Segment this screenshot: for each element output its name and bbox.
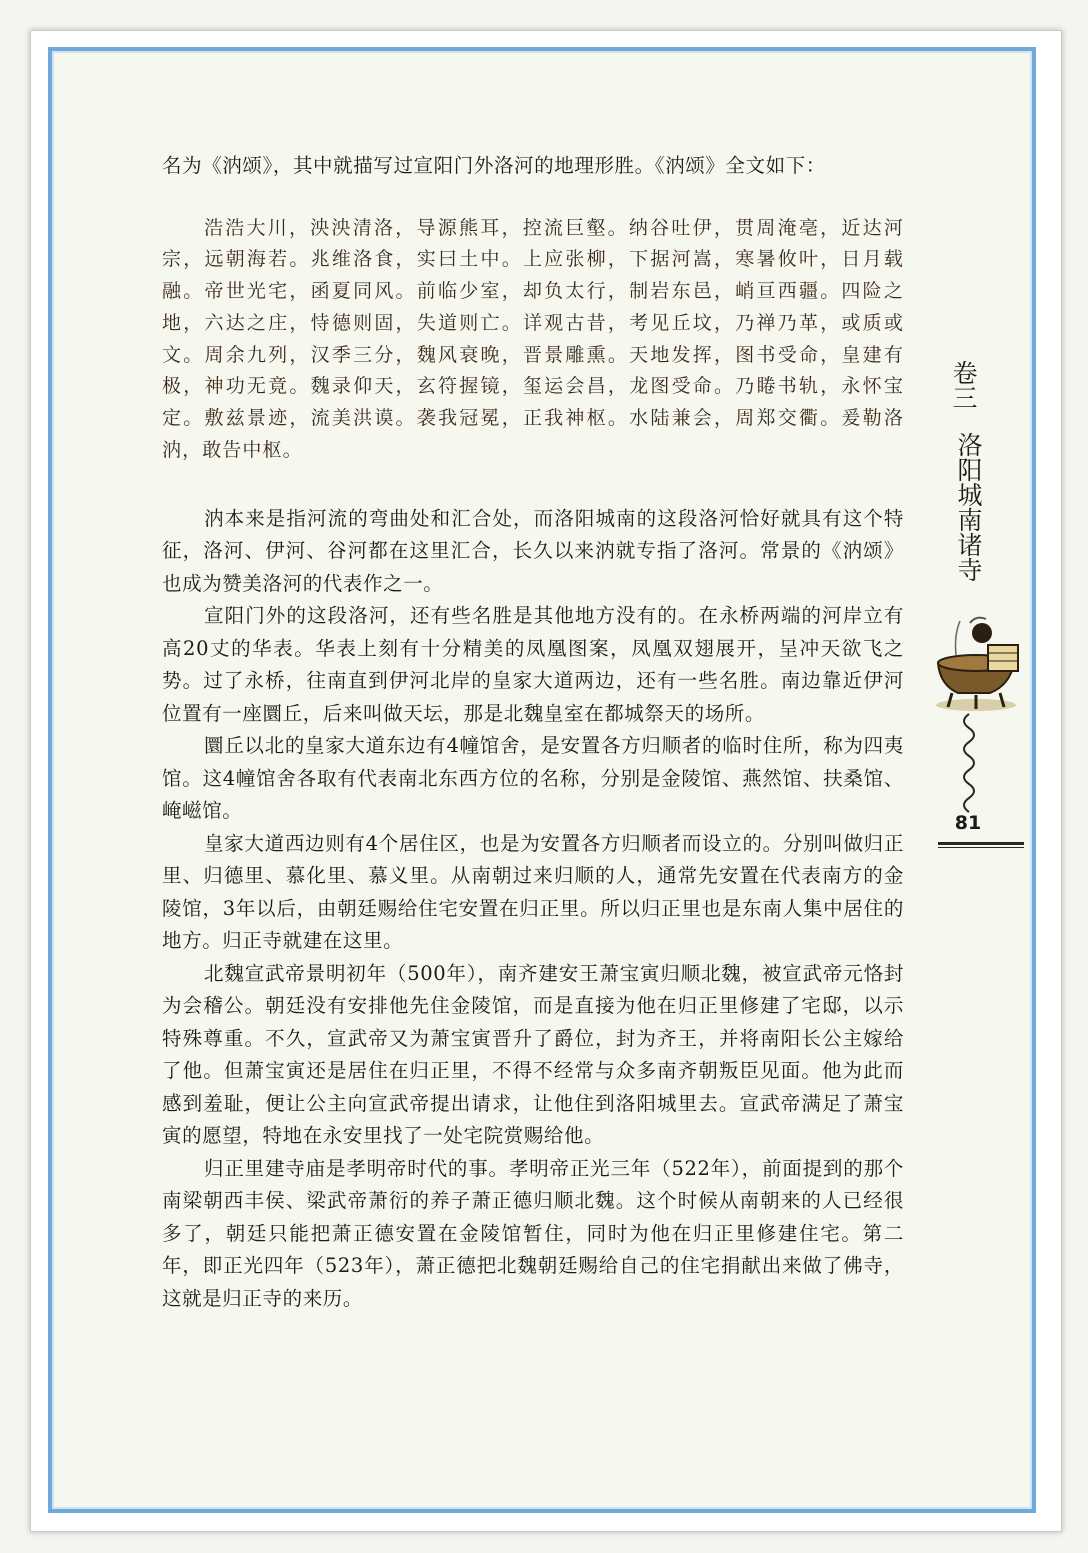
- intro-line: 名为《汭颂》，其中就描写过宣阳门外洛河的地理形胜。《汭颂》全文如下：: [162, 154, 826, 177]
- incense-burner-illustration: [930, 615, 1022, 715]
- page-number-rule: [938, 842, 1024, 845]
- chapter-title: 洛阳城南诸寺: [954, 432, 983, 582]
- paragraph-1: 汭本来是指河流的弯曲处和汇合处，而洛阳城南的这段洛河恰好就具有这个特征，洛河、伊河、谷河都在这里汇合，长久以来汭就专指了洛河。常景的《汭颂》也成为赞美洛河的代表作之一。: [162, 506, 904, 595]
- chapter-side-title: [948, 360, 988, 582]
- decorative-wavy-line: [954, 712, 984, 817]
- body-text: [162, 150, 904, 1315]
- paragraph-4: 皇家大道西边则有4个居住区，也是为安置各方归顺者而设立的。分别叫做归正里、归德里、慕化里、慕义里。从南朝过来归顺的人，通常先安置在代表南方的金陵馆，3年以后，由朝廷赐给住宅安置在归正里。所以归正里也是东南人集中居住的地方。归正寺就建在这里。: [162, 831, 904, 953]
- volume-label: 卷三: [949, 360, 978, 410]
- paragraph-3: 圜丘以北的皇家大道东边有4幢馆舍，是安置各方归顺者的临时住所，称为四夷馆。这4幢馆舍各取有代表南北东西方位的名称，分别是金陵馆、燕然馆、扶桑馆、崦嵫馆。: [162, 734, 904, 823]
- paragraph-2: 宣阳门外的这段洛河，还有些名胜是其他地方没有的。在永桥两端的河岸立有高20丈的华表。华表上刻有十分精美的凤凰图案，凤凰双翅展开，呈冲天欲飞之势。过了永桥，往南直到伊河北岸的皇家大道两边，还有一些名胜。南边靠近伊河位置有一座圜丘，后来叫做天坛，那是北魏皇室在都城祭天的场所。: [162, 604, 904, 725]
- paragraph-5: 北魏宣武帝景明初年（500年），南齐建安王萧宝寅归顺北魏，被宣武帝元恪封为会稽公。朝廷没有安排他先住金陵馆，而是直接为他在归正里修建了宅邸，以示特殊尊重。不久，宣武帝又为萧宝寅晋升了爵位，封为齐王，并将南阳长公主嫁给了他。但萧宝寅还是居住在归正里，不得不经常与众多南齐朝叛臣见面。他为此而感到羞耻，便让公主向宣武帝提出请求，让他住到洛阳城里去。宣武帝满足了萧宝寅的愿望，特地在永安里找了一处宅院赏赐给他。: [162, 961, 904, 1148]
- paragraph-6: 归正里建寺庙是孝明帝时代的事。孝明帝正光三年（522年），前面提到的那个南梁朝西丰侯、梁武帝萧衍的养子萧正德归顺北魏。这个时候从南朝来的人已经很多了，朝廷只能把萧正德安置在金陵馆暂住，同时为他在归正里修建住宅。第二年，即正光四年（523年），萧正德把北魏朝廷赐给自己的住宅捐献出来做了佛寺，这就是归正寺的来历。: [162, 1156, 904, 1310]
- ode-text: 浩浩大川，泱泱清洛，导源熊耳，控流巨壑。纳谷吐伊，贯周淹亳，近达河宗，远朝海若。兆维洛食，实曰土中。上应张柳，下据河嵩，寒暑攸叶，日月载融。帝世光宅，函夏同风。前临少室，却负太行，制岩东邑，峭亘西疆。四险之地，六达之庄，恃德则固，失道则亡。详观古昔，考见丘坟，乃禅乃革，或质或文。周余九列，汉季三分，魏风衰晚，晋景雕熏。天地发挥，图书受命，皇建有极，神功无竟。魏录仰天，玄符握镜，玺运会昌，龙图受命。乃睠书轨，永怀宝定。敷兹景迹，流美洪谟。袭我冠冕，正我神枢。水陆兼会，周郑交衢。爰勒洛汭，敢告中枢。: [162, 216, 904, 462]
- page-number-rule-thin: [938, 847, 1024, 848]
- page-number: 81: [954, 812, 982, 834]
- ode-quotation: [162, 213, 904, 467]
